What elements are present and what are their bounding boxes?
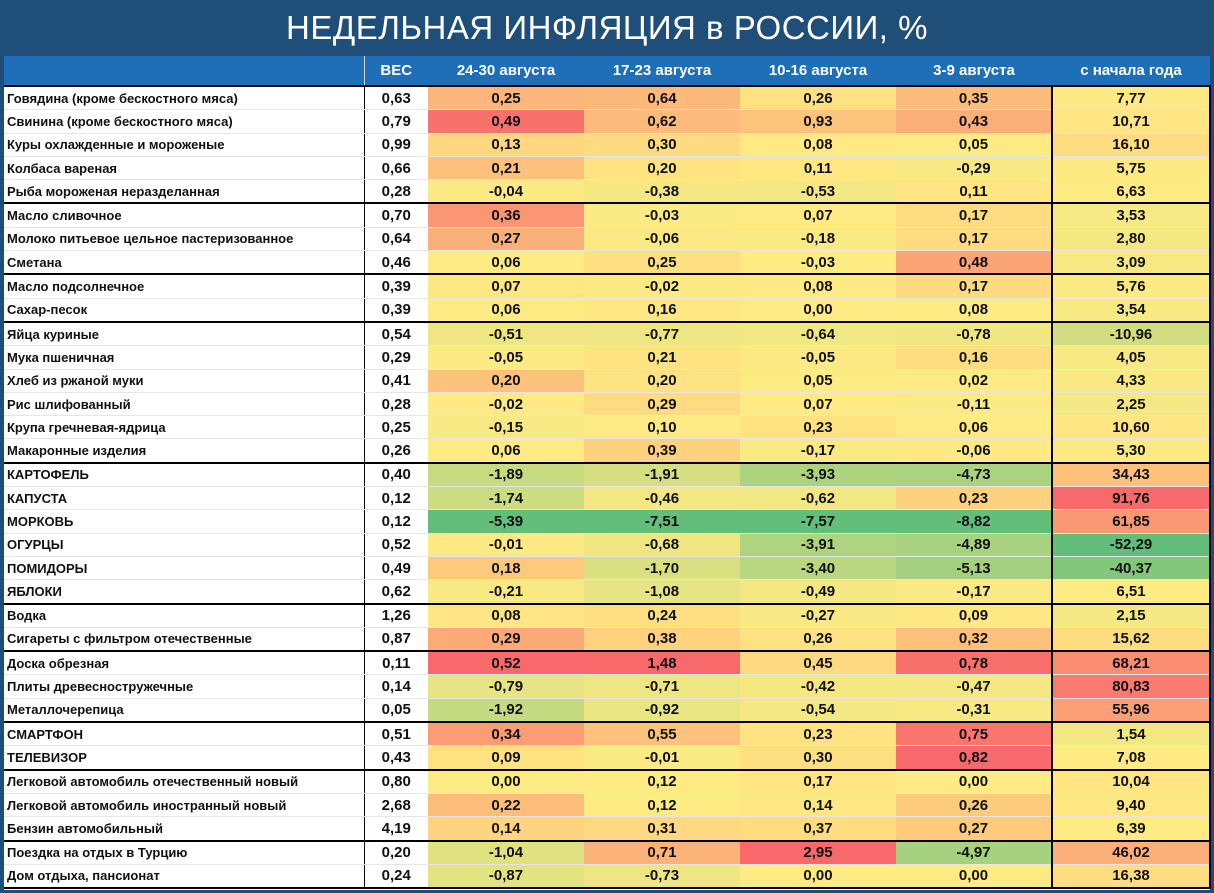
- ytd-cell: 10,04: [1052, 770, 1210, 794]
- week-2-cell: -1,91: [584, 463, 740, 487]
- week-3-cell: 0,93: [740, 110, 896, 133]
- week-4-cell: 0,17: [896, 203, 1052, 227]
- week-4-cell: -0,78: [896, 322, 1052, 346]
- inflation-table-container: [4, 56, 1210, 890]
- weight-cell: 0,39: [364, 274, 428, 298]
- week-4-cell: 0,26: [896, 793, 1052, 816]
- week-1-cell: 0,20: [428, 369, 584, 392]
- table-row: [4, 817, 1210, 841]
- table-row: [4, 274, 1210, 298]
- row-name: Легковой автомобиль отечественный новый: [4, 770, 364, 794]
- ytd-cell: -52,29: [1052, 533, 1210, 556]
- row-name: Яйца куриные: [4, 322, 364, 346]
- week-4-cell: 0,16: [896, 346, 1052, 369]
- week-1-cell: 0,27: [428, 227, 584, 250]
- week-1-cell: -0,05: [428, 346, 584, 369]
- week-3-cell: -0,49: [740, 580, 896, 604]
- week-3-cell: -0,03: [740, 251, 896, 275]
- ytd-cell: 3,53: [1052, 203, 1210, 227]
- row-name: Водка: [4, 604, 364, 628]
- ytd-cell: 16,10: [1052, 133, 1210, 156]
- table-row: [4, 439, 1210, 463]
- week-3-cell: -0,05: [740, 346, 896, 369]
- table-row: [4, 533, 1210, 556]
- row-name: ЯБЛОКИ: [4, 580, 364, 604]
- week-1-cell: 0,34: [428, 722, 584, 746]
- table-row: [4, 604, 1210, 628]
- week-3-cell: 0,07: [740, 392, 896, 415]
- weight-cell: 0,12: [364, 510, 428, 533]
- ytd-cell: 6,51: [1052, 580, 1210, 604]
- week-2-cell: 0,24: [584, 604, 740, 628]
- week-3-cell: -0,54: [740, 698, 896, 722]
- week-1-cell: 0,00: [428, 770, 584, 794]
- table-row: [4, 746, 1210, 770]
- header-name: [4, 56, 364, 86]
- ytd-cell: 7,77: [1052, 86, 1210, 110]
- row-name: Крупа гречневая-ядрица: [4, 416, 364, 439]
- ytd-cell: 5,30: [1052, 439, 1210, 463]
- week-3-cell: 0,17: [740, 770, 896, 794]
- week-2-cell: 0,29: [584, 392, 740, 415]
- ytd-cell: 9,40: [1052, 793, 1210, 816]
- table-row: [4, 722, 1210, 746]
- ytd-cell: 15,62: [1052, 627, 1210, 651]
- week-1-cell: 0,29: [428, 627, 584, 651]
- ytd-cell: 91,76: [1052, 487, 1210, 510]
- week-3-cell: 2,95: [740, 841, 896, 865]
- header-week-4: 3-9 августа: [896, 56, 1052, 86]
- ytd-cell: 68,21: [1052, 651, 1210, 675]
- week-2-cell: 0,38: [584, 627, 740, 651]
- week-4-cell: -0,17: [896, 580, 1052, 604]
- week-1-cell: -1,74: [428, 487, 584, 510]
- week-2-cell: 0,55: [584, 722, 740, 746]
- header-ytd: с начала года: [1052, 56, 1210, 86]
- table-row: [4, 227, 1210, 250]
- weight-cell: 0,40: [364, 463, 428, 487]
- week-1-cell: -0,04: [428, 180, 584, 204]
- weight-cell: 0,66: [364, 156, 428, 179]
- week-2-cell: 0,30: [584, 133, 740, 156]
- week-4-cell: 0,43: [896, 110, 1052, 133]
- week-3-cell: -0,27: [740, 604, 896, 628]
- weight-cell: 0,11: [364, 651, 428, 675]
- week-2-cell: -0,77: [584, 322, 740, 346]
- weight-cell: 0,52: [364, 533, 428, 556]
- weight-cell: 2,68: [364, 793, 428, 816]
- row-name: Поездка на отдых в Турцию: [4, 841, 364, 865]
- week-1-cell: 0,22: [428, 793, 584, 816]
- weight-cell: 0,39: [364, 298, 428, 322]
- week-3-cell: 0,30: [740, 746, 896, 770]
- week-4-cell: -0,31: [896, 698, 1052, 722]
- ytd-cell: 2,80: [1052, 227, 1210, 250]
- week-2-cell: -0,38: [584, 180, 740, 204]
- week-2-cell: 0,10: [584, 416, 740, 439]
- week-4-cell: 0,02: [896, 369, 1052, 392]
- ytd-cell: 16,38: [1052, 864, 1210, 888]
- weight-cell: 0,63: [364, 86, 428, 110]
- weight-cell: 0,12: [364, 487, 428, 510]
- table-row: [4, 556, 1210, 579]
- table-row: [4, 346, 1210, 369]
- ytd-cell: -40,37: [1052, 556, 1210, 579]
- week-2-cell: -1,70: [584, 556, 740, 579]
- week-4-cell: 0,08: [896, 298, 1052, 322]
- weight-cell: 0,43: [364, 746, 428, 770]
- ytd-cell: 4,05: [1052, 346, 1210, 369]
- ytd-cell: 5,76: [1052, 274, 1210, 298]
- row-name: Сахар-песок: [4, 298, 364, 322]
- row-name: КАПУСТА: [4, 487, 364, 510]
- weight-cell: 0,05: [364, 698, 428, 722]
- week-2-cell: 0,12: [584, 793, 740, 816]
- header-week-3: 10-16 августа: [740, 56, 896, 86]
- ytd-cell: -10,96: [1052, 322, 1210, 346]
- weight-cell: 0,41: [364, 369, 428, 392]
- week-3-cell: -3,40: [740, 556, 896, 579]
- table-row: [4, 322, 1210, 346]
- weight-cell: 0,26: [364, 439, 428, 463]
- row-name: МОРКОВЬ: [4, 510, 364, 533]
- week-1-cell: 0,21: [428, 156, 584, 179]
- week-4-cell: 0,05: [896, 133, 1052, 156]
- ytd-cell: 55,96: [1052, 698, 1210, 722]
- week-3-cell: 0,23: [740, 416, 896, 439]
- row-name: КАРТОФЕЛЬ: [4, 463, 364, 487]
- ytd-cell: 80,83: [1052, 675, 1210, 698]
- week-3-cell: 0,14: [740, 793, 896, 816]
- page-title: НЕДЕЛЬНАЯ ИНФЛЯЦИЯ в РОССИИ, %: [0, 0, 1214, 56]
- weight-cell: 0,24: [364, 864, 428, 888]
- ytd-cell: 7,08: [1052, 746, 1210, 770]
- weight-cell: 0,80: [364, 770, 428, 794]
- row-name: Сметана: [4, 251, 364, 275]
- table-row: [4, 203, 1210, 227]
- weight-cell: 0,25: [364, 416, 428, 439]
- table-row: [4, 298, 1210, 322]
- table-row: [4, 510, 1210, 533]
- table-row: [4, 698, 1210, 722]
- weight-cell: 0,20: [364, 841, 428, 865]
- week-4-cell: 0,82: [896, 746, 1052, 770]
- week-4-cell: 0,00: [896, 770, 1052, 794]
- week-3-cell: -0,42: [740, 675, 896, 698]
- table-row: [4, 156, 1210, 179]
- row-name: Макаронные изделия: [4, 439, 364, 463]
- week-1-cell: -0,02: [428, 392, 584, 415]
- week-3-cell: 0,00: [740, 298, 896, 322]
- week-1-cell: -0,79: [428, 675, 584, 698]
- week-1-cell: 0,36: [428, 203, 584, 227]
- table-row: [4, 392, 1210, 415]
- week-2-cell: 0,31: [584, 817, 740, 841]
- weight-cell: 1,26: [364, 604, 428, 628]
- week-1-cell: -1,04: [428, 841, 584, 865]
- week-1-cell: 0,06: [428, 251, 584, 275]
- ytd-cell: 3,54: [1052, 298, 1210, 322]
- week-3-cell: -0,17: [740, 439, 896, 463]
- week-1-cell: 0,06: [428, 439, 584, 463]
- row-name: Масло подсолнечное: [4, 274, 364, 298]
- week-3-cell: 0,45: [740, 651, 896, 675]
- week-1-cell: 0,49: [428, 110, 584, 133]
- row-name: Плиты древесностружечные: [4, 675, 364, 698]
- table-row: [4, 86, 1210, 110]
- ytd-cell: 3,09: [1052, 251, 1210, 275]
- row-name: Молоко питьевое цельное пастеризованное: [4, 227, 364, 250]
- week-2-cell: 0,20: [584, 156, 740, 179]
- row-name: Дом отдыха, пансионат: [4, 864, 364, 888]
- week-2-cell: -0,02: [584, 274, 740, 298]
- week-3-cell: 0,26: [740, 627, 896, 651]
- week-2-cell: -0,68: [584, 533, 740, 556]
- week-2-cell: 0,62: [584, 110, 740, 133]
- weight-cell: 0,14: [364, 675, 428, 698]
- week-1-cell: -1,89: [428, 463, 584, 487]
- week-3-cell: 0,08: [740, 133, 896, 156]
- week-4-cell: 0,32: [896, 627, 1052, 651]
- table-row: [4, 675, 1210, 698]
- week-2-cell: 0,39: [584, 439, 740, 463]
- weight-cell: 0,51: [364, 722, 428, 746]
- weight-cell: 0,28: [364, 392, 428, 415]
- weight-cell: 0,28: [364, 180, 428, 204]
- week-2-cell: -7,51: [584, 510, 740, 533]
- week-4-cell: 0,00: [896, 864, 1052, 888]
- ytd-cell: 6,39: [1052, 817, 1210, 841]
- weight-cell: 0,64: [364, 227, 428, 250]
- weight-cell: 0,99: [364, 133, 428, 156]
- week-4-cell: 0,78: [896, 651, 1052, 675]
- row-name: Говядина (кроме бескостного мяса): [4, 86, 364, 110]
- ytd-cell: 2,15: [1052, 604, 1210, 628]
- week-4-cell: -0,06: [896, 439, 1052, 463]
- week-4-cell: -0,29: [896, 156, 1052, 179]
- week-2-cell: 0,16: [584, 298, 740, 322]
- week-3-cell: 0,26: [740, 86, 896, 110]
- week-3-cell: -0,64: [740, 322, 896, 346]
- week-2-cell: 0,20: [584, 369, 740, 392]
- week-4-cell: -4,97: [896, 841, 1052, 865]
- ytd-cell: 34,43: [1052, 463, 1210, 487]
- week-1-cell: -0,87: [428, 864, 584, 888]
- week-1-cell: 0,09: [428, 746, 584, 770]
- week-4-cell: 0,35: [896, 86, 1052, 110]
- table-row: [4, 487, 1210, 510]
- week-2-cell: -0,73: [584, 864, 740, 888]
- weight-cell: 0,62: [364, 580, 428, 604]
- week-1-cell: -0,21: [428, 580, 584, 604]
- week-2-cell: -0,06: [584, 227, 740, 250]
- week-1-cell: 0,14: [428, 817, 584, 841]
- table-row: [4, 580, 1210, 604]
- ytd-cell: 2,25: [1052, 392, 1210, 415]
- week-2-cell: 0,71: [584, 841, 740, 865]
- weight-cell: 0,46: [364, 251, 428, 275]
- table-row: [4, 110, 1210, 133]
- week-2-cell: 0,64: [584, 86, 740, 110]
- table-row: [4, 770, 1210, 794]
- week-4-cell: 0,48: [896, 251, 1052, 275]
- ytd-cell: 4,33: [1052, 369, 1210, 392]
- week-3-cell: 0,37: [740, 817, 896, 841]
- week-2-cell: 0,12: [584, 770, 740, 794]
- weight-cell: 0,29: [364, 346, 428, 369]
- ytd-cell: 6,63: [1052, 180, 1210, 204]
- week-4-cell: 0,75: [896, 722, 1052, 746]
- week-3-cell: 0,05: [740, 369, 896, 392]
- week-3-cell: 0,08: [740, 274, 896, 298]
- week-2-cell: -1,08: [584, 580, 740, 604]
- table-row: [4, 133, 1210, 156]
- week-2-cell: -0,01: [584, 746, 740, 770]
- row-name: ПОМИДОРЫ: [4, 556, 364, 579]
- week-1-cell: 0,52: [428, 651, 584, 675]
- table-row: [4, 416, 1210, 439]
- week-4-cell: -4,73: [896, 463, 1052, 487]
- week-1-cell: -0,15: [428, 416, 584, 439]
- table-row: [4, 369, 1210, 392]
- row-name: ТЕЛЕВИЗОР: [4, 746, 364, 770]
- table-row: [4, 180, 1210, 204]
- table-row: [4, 841, 1210, 865]
- row-name: Колбаса вареная: [4, 156, 364, 179]
- week-3-cell: -3,91: [740, 533, 896, 556]
- row-name: Рыба мороженая неразделанная: [4, 180, 364, 204]
- header-week-2: 17-23 августа: [584, 56, 740, 86]
- week-3-cell: -0,62: [740, 487, 896, 510]
- table-row: [4, 793, 1210, 816]
- row-name: Бензин автомобильный: [4, 817, 364, 841]
- week-1-cell: 0,08: [428, 604, 584, 628]
- week-4-cell: 0,23: [896, 487, 1052, 510]
- row-name: Доска обрезная: [4, 651, 364, 675]
- weight-cell: 0,87: [364, 627, 428, 651]
- weight-cell: 0,70: [364, 203, 428, 227]
- week-3-cell: -0,18: [740, 227, 896, 250]
- week-1-cell: 0,13: [428, 133, 584, 156]
- row-name: Легковой автомобиль иностранный новый: [4, 793, 364, 816]
- week-3-cell: 0,07: [740, 203, 896, 227]
- week-1-cell: -0,01: [428, 533, 584, 556]
- week-4-cell: 0,11: [896, 180, 1052, 204]
- row-name: Сигареты с фильтром отечественные: [4, 627, 364, 651]
- week-1-cell: 0,07: [428, 274, 584, 298]
- week-4-cell: 0,09: [896, 604, 1052, 628]
- week-4-cell: 0,06: [896, 416, 1052, 439]
- row-name: Свинина (кроме бескостного мяса): [4, 110, 364, 133]
- header-week-1: 24-30 августа: [428, 56, 584, 86]
- week-3-cell: 0,23: [740, 722, 896, 746]
- row-name: СМАРТФОН: [4, 722, 364, 746]
- week-1-cell: -5,39: [428, 510, 584, 533]
- row-name: Куры охлажденные и мороженые: [4, 133, 364, 156]
- week-1-cell: -0,51: [428, 322, 584, 346]
- table-body: [4, 86, 1210, 888]
- inflation-table: [4, 56, 1211, 889]
- ytd-cell: 61,85: [1052, 510, 1210, 533]
- week-2-cell: -0,71: [584, 675, 740, 698]
- week-4-cell: 0,17: [896, 227, 1052, 250]
- week-1-cell: 0,25: [428, 86, 584, 110]
- ytd-cell: 10,60: [1052, 416, 1210, 439]
- row-name: Масло сливочное: [4, 203, 364, 227]
- week-2-cell: -0,46: [584, 487, 740, 510]
- week-4-cell: -8,82: [896, 510, 1052, 533]
- weight-cell: 4,19: [364, 817, 428, 841]
- row-name: Хлеб из ржаной муки: [4, 369, 364, 392]
- row-name: Металлочерепица: [4, 698, 364, 722]
- week-2-cell: -0,92: [584, 698, 740, 722]
- table-row: [4, 864, 1210, 888]
- week-1-cell: 0,06: [428, 298, 584, 322]
- row-name: Мука пшеничная: [4, 346, 364, 369]
- week-1-cell: -1,92: [428, 698, 584, 722]
- row-name: Рис шлифованный: [4, 392, 364, 415]
- week-2-cell: -0,03: [584, 203, 740, 227]
- week-2-cell: 0,25: [584, 251, 740, 275]
- week-2-cell: 1,48: [584, 651, 740, 675]
- row-name: ОГУРЦЫ: [4, 533, 364, 556]
- ytd-cell: 10,71: [1052, 110, 1210, 133]
- week-3-cell: 0,11: [740, 156, 896, 179]
- table-row: [4, 651, 1210, 675]
- table-row: [4, 251, 1210, 275]
- week-4-cell: 0,27: [896, 817, 1052, 841]
- week-4-cell: -0,47: [896, 675, 1052, 698]
- week-3-cell: 0,00: [740, 864, 896, 888]
- week-1-cell: 0,18: [428, 556, 584, 579]
- ytd-cell: 5,75: [1052, 156, 1210, 179]
- week-4-cell: -5,13: [896, 556, 1052, 579]
- header-weight: ВЕС: [364, 56, 428, 86]
- table-row: [4, 463, 1210, 487]
- weight-cell: 0,49: [364, 556, 428, 579]
- week-4-cell: -4,89: [896, 533, 1052, 556]
- weight-cell: 0,54: [364, 322, 428, 346]
- header-row: [4, 56, 1210, 86]
- week-3-cell: -7,57: [740, 510, 896, 533]
- weight-cell: 0,79: [364, 110, 428, 133]
- ytd-cell: 46,02: [1052, 841, 1210, 865]
- table-row: [4, 627, 1210, 651]
- week-4-cell: 0,17: [896, 274, 1052, 298]
- week-4-cell: -0,11: [896, 392, 1052, 415]
- week-3-cell: -0,53: [740, 180, 896, 204]
- week-3-cell: -3,93: [740, 463, 896, 487]
- week-2-cell: 0,21: [584, 346, 740, 369]
- ytd-cell: 1,54: [1052, 722, 1210, 746]
